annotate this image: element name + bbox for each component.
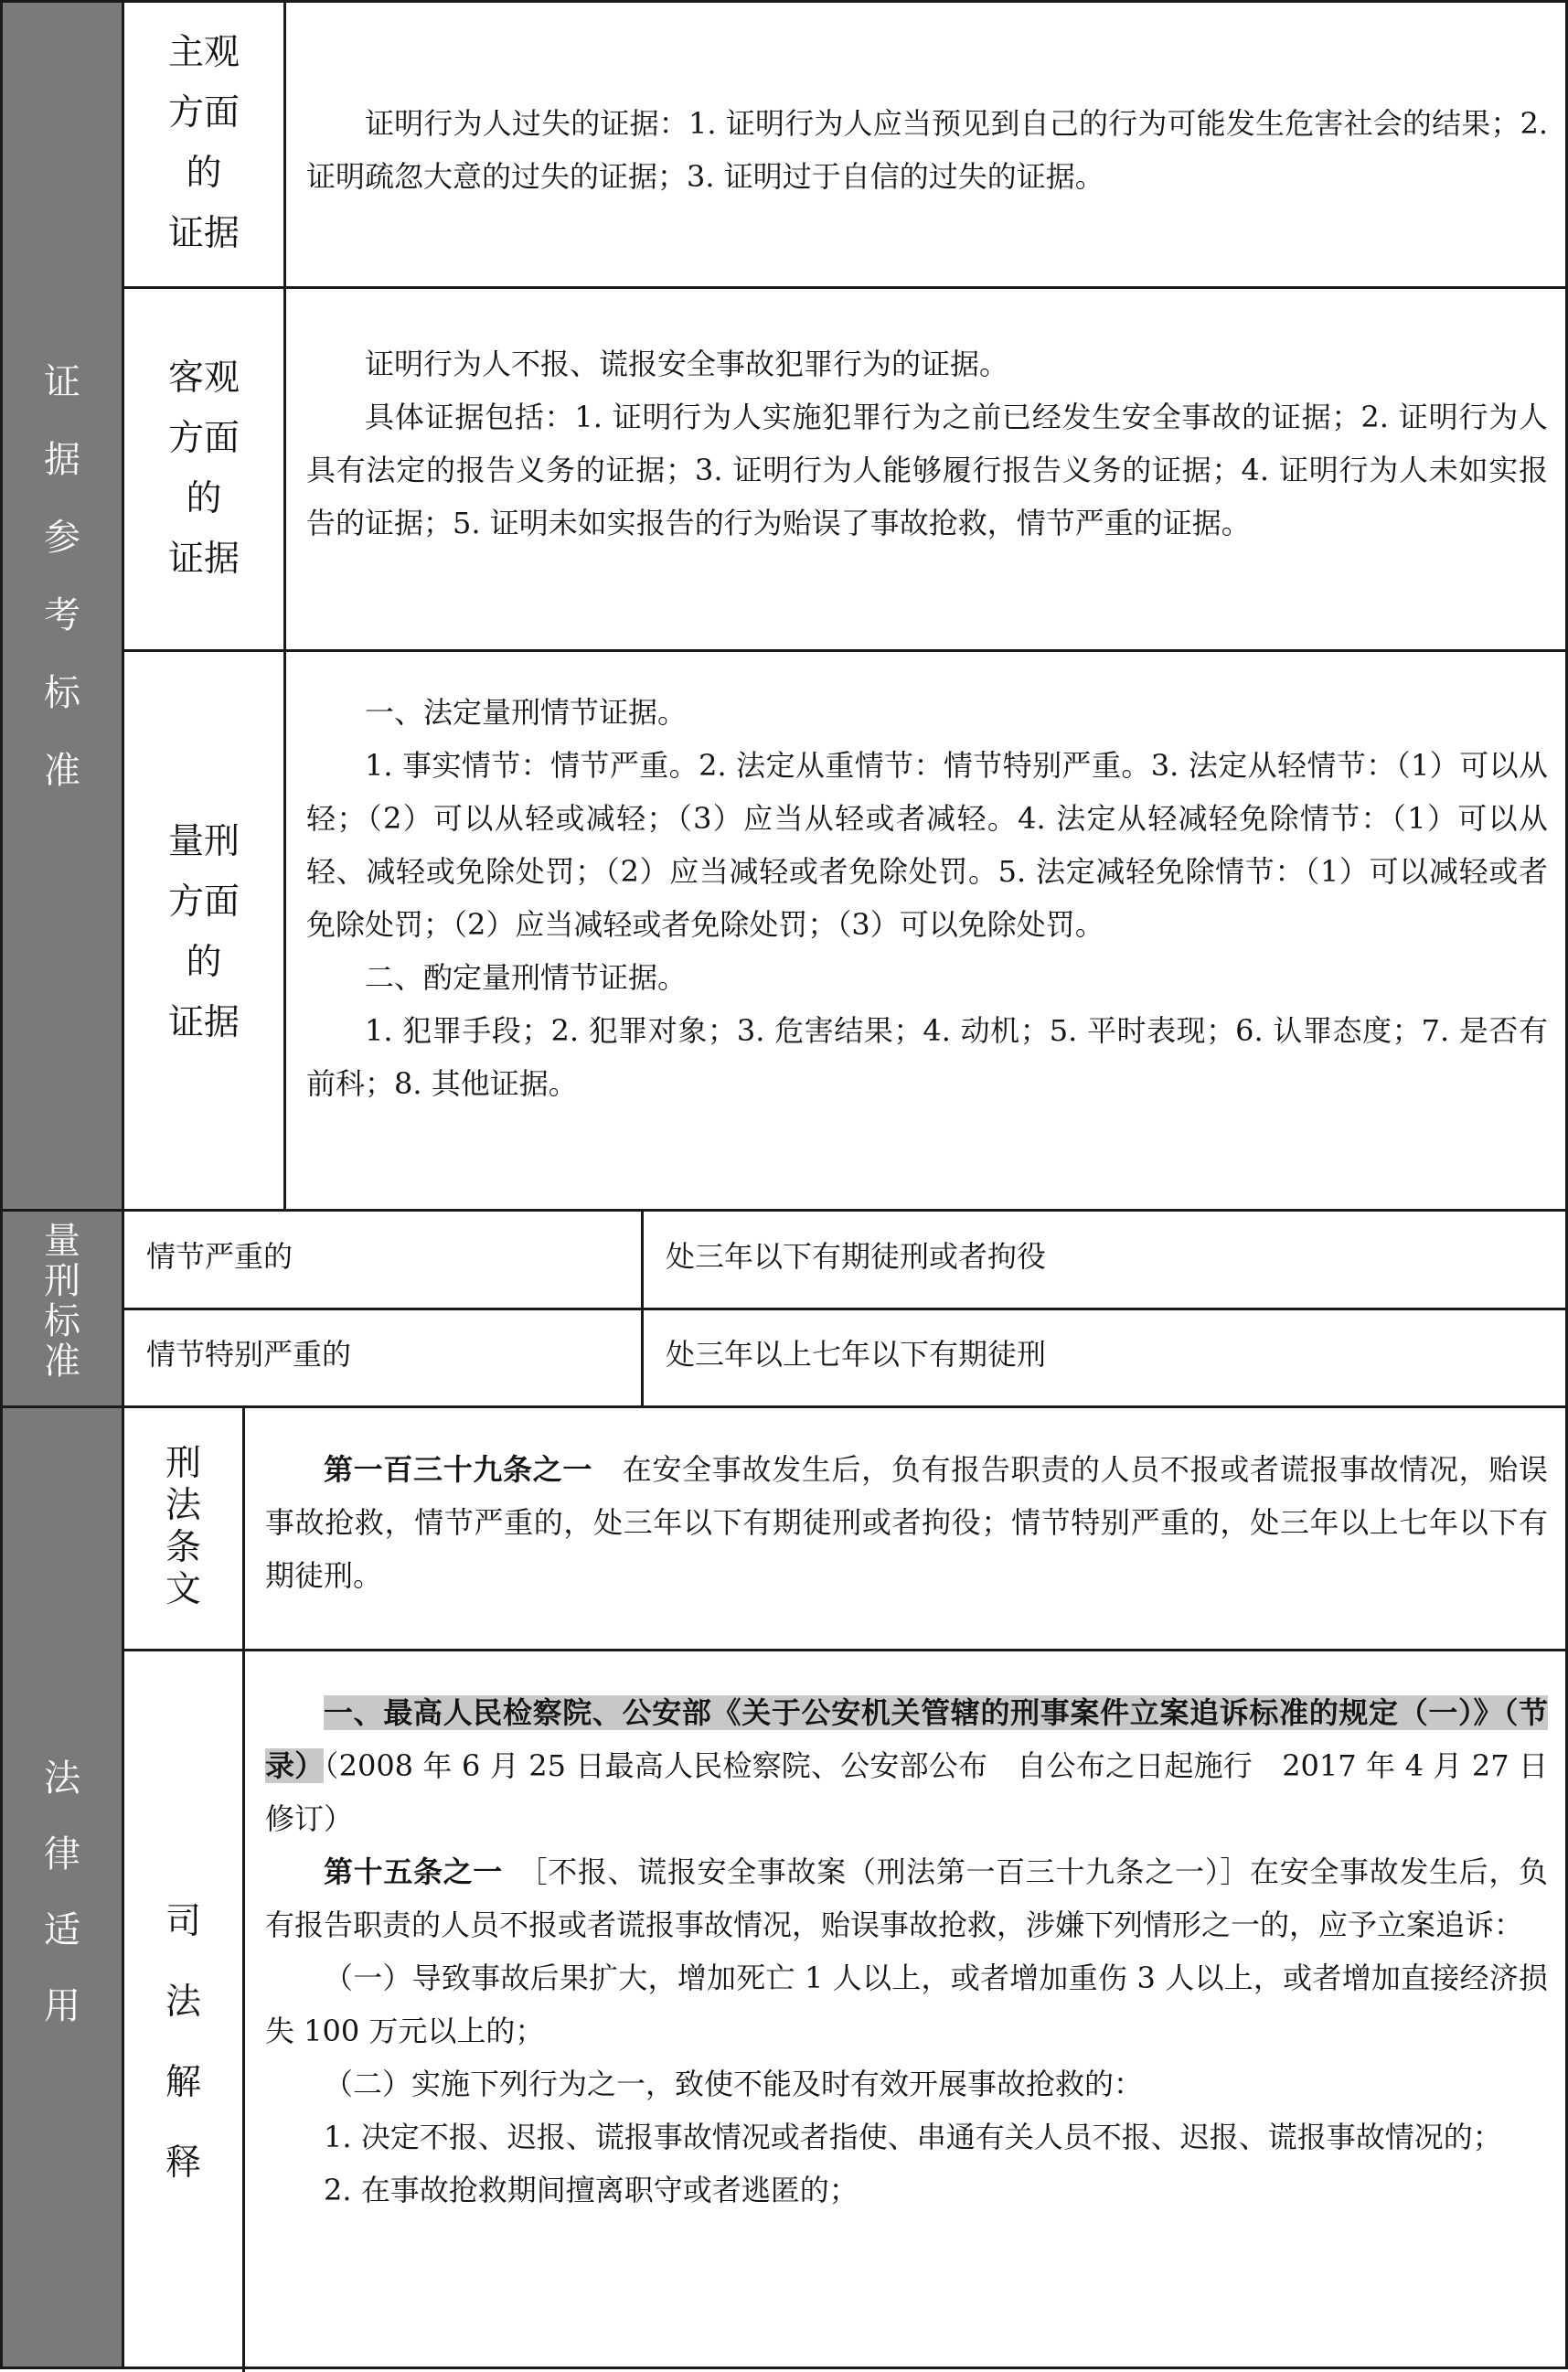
sentencing-evidence-label: 量刑 方面 的 证据 — [124, 652, 286, 1212]
criminal-law-label: 刑 法 条 文 — [124, 1408, 245, 1649]
objective-evidence-label: 客观 方面 的 证据 — [124, 289, 286, 649]
objective-evidence-text: 证明行为人不报、谎报安全事故犯罪行为的证据。 具体证据包括：1. 证明行为人实施犯罪行为之前已经发生安全事故的证据；2. 证明行为人具有法定的报告义务的证据；3. 证明行为人能够履行报告义务的证据；4. 证明行为人未如实报告的证据；5. 证明未如实报告的行为贻误了事故抢救，情节严重的证据。 — [306, 347, 1548, 540]
criminal-law-row — [124, 1408, 1568, 1649]
penalty-section — [0, 1209, 1568, 1405]
penalty-row-divider — [124, 1308, 1568, 1310]
law-sidebar — [0, 1408, 124, 2369]
subjective-evidence-row — [124, 3, 1568, 286]
subjective-evidence-label: 主观 方面 的 证据 — [124, 3, 286, 286]
penalty-sidebar — [0, 1212, 124, 1405]
objective-evidence-row — [124, 286, 1568, 649]
law-section — [0, 1405, 1568, 2369]
penalty-result-2: 处三年以上七年以下有期徒刑 — [666, 1337, 1047, 1372]
sentencing-evidence-row — [124, 649, 1568, 1212]
judicial-interpretation-label: 司 法 解 释 — [124, 1651, 245, 2372]
penalty-condition-1: 情节严重的 — [146, 1239, 293, 1274]
evidence-sidebar-label: 证 据 参 考 标 准 — [44, 361, 80, 792]
sentencing-evidence-text: 一、法定量刑情节证据。 1. 事实情节：情节严重。2. 法定从重情节：情节特别严重。3. 法定从轻情节：（1）可以从轻；（2）可以从轻或减轻；（3）应当从轻或者减轻。4. 法定从轻减轻免除情节：（1）可以从轻、减轻或免除处罚；（2）应当减轻或者免除处罚。5. 法定减轻免除情节：（1）可以减轻或者免除处罚；（2）应当减轻或者免除处罚；（3）可以免除处罚。 二、酌定量刑情节证据。 1. 犯罪手段；2. 犯罪对象；3. 危害结果；4. 动机；5. 平时表现；6. 认罪态度；7. 是否有前科；8. 其他证据。 — [306, 695, 1548, 1101]
penalty-sidebar-label: 量 刑 标 准 — [44, 1220, 80, 1383]
criminal-law-text: 第一百三十九条之一 在安全事故发生后，负有报告职责的人员不报或者谎报事故情况，贻误事故抢救，情节严重的，处三年以下有期徒刑或者拘役；情节特别严重的，处三年以上七年以下有期徒刑。 — [265, 1452, 1548, 1593]
judicial-interpretation-row — [124, 1649, 1568, 2372]
judicial-interpretation-text: 一、最高人民检察院、公安部《关于公安机关管辖的刑事案件立案追诉标准的规定（一）》（节录）（2008 年 6 月 25 日最高人民检察院、公安部公布 自公布之日起施行 2017 年 4 月 27 日修订） 第十五条之一 ［不报、谎报安全事故案（刑法第一百三十九条之一）］在安全事故发生后，负有报告职责的人员不报或者谎报事故情况，贻误事故抢救，涉嫌下列情形之一的，应予立案追诉： （一）导致事故后果扩大，增加死亡 1 人以上，或者增加重伤 3 人以上，或者增加直接经济损失 100 万元以上的； （二）实施下列行为之一，致使不能及时有效开展事故抢救的： 1. 决定不报、迟报、谎报事故情况或者指使、串通有关人员不报、迟报、谎报事故情况的； 2. 在事故抢救期间擅离职守或者逃匿的； — [265, 1695, 1548, 2207]
penalty-result-1: 处三年以下有期徒刑或者拘役 — [666, 1239, 1047, 1274]
law-sidebar-label: 法 律 适 用 — [44, 1758, 80, 2027]
subjective-evidence-text: 证明行为人过失的证据：1. 证明行为人应当预见到自己的行为可能发生危害社会的结果；2. 证明疏忽大意的过失的证据；3. 证明过于自信的过失的证据。 — [306, 106, 1548, 194]
evidence-sidebar — [0, 3, 124, 1209]
penalty-condition-2: 情节特别严重的 — [146, 1337, 352, 1372]
